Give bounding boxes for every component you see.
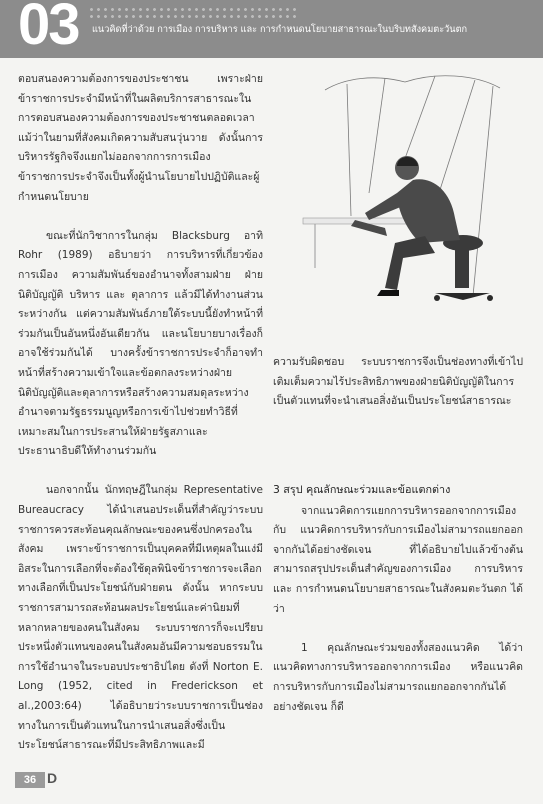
paragraph: ความรับผิดชอบ ระบบราชการจึงเป็นช่องทางที่เข้าไปเติมเต็มความไร้ประสิทธิภาพของฝ่ายนิติบัญญัติในการเป็นตัวแทนที่จะนำเสนอสิ่งอันเป็นประโยชน์สาธารณะ <box>273 356 523 408</box>
paragraph: นอกจากนั้น นักทฤษฎีในกลุ่ม Representative Bureaucracy ได้นำเสนอประเด็นที่สำคัญว่าระบบราชการควรสะท้อนคุณลักษณะของคนซึ่งปกครองในสังคม เพราะข้าราชการเป็นบุคคลที่มีเหตุผลในแง่มีอิสระในการเลือกที่จะต้องใช้ดุลพินิจข้าราชการจะเลือกทางเลือกที่เป็นประโยชน์กับฝ่ายตน ดังนั้น หากระบบราชการสามารถสะท้อนผลประโยชน์และค่านิยมที่หลากหลายของคนในสังคม ระบบราชการก็จะเปรียบประหนึ่งตัวแทนของคนในสังคมอันมีความชอบธรรมในการใช้อำนาจในระบอบประชาธิปไตย ดังที่ Norton E. Long (1952, cited in Frederickson et al.,2003:64) ได้อธิบายว่าระบบราชการเป็นช่องทางในการเป็นตัวแทนในการนำเสนอสิ่งซึ่งเป็นประโยชน์สาธารณะที่มีประสิทธิภาพและมี <box>18 484 263 752</box>
page-number: 36 <box>15 772 45 788</box>
chapter-title: แนวคิดที่ว่าด้วย การเมือง การบริหาร และ การกำหนดนโยบายสาธารณะในบริบทสังคมตะวันตก <box>92 24 468 35</box>
puppet-businessman-illustration <box>285 68 525 336</box>
left-column <box>18 70 263 756</box>
paragraph: ขณะที่นักวิชาการในกลุ่ม Blacksburg อาทิ Rohr (1989) อธิบายว่า การบริหารที่เกี่ยวข้องการเมือง ความสัมพันธ์ของอำนาจทั้งสามฝ่าย ฝ่ายนิติบัญญัติ บริหาร และ ตุลาการ แล้วมีได้ทำงานส่วนระหว่างกัน แต่ความสัมพันธ์ภายใต้ระบบนี้ยังทำหน้าที่ร่วมกันเป็นอันหนึ่งอันเดียวกัน และนโยบายบางเรื่องก็อาจใช้ร่วมกันได้ บางครั้งข้าราชการประจำก็อาจทำหน้าที่สร้างความเข้าใจและข้อตกลงระหว่างฝ่ายนิติบัญญัติและตุลาการหรือสร้างความสมดุลระหว่างอำนาจตามรัฐธรรมนูญหรือการเข้าไปช่วยทำวิธีที่เหมาะสมในการประสานให้ฝ่ายรัฐสภาและประธานาธิบดีให้ทำงานร่วมกัน <box>18 229 263 458</box>
paragraph: จากแนวคิดการแยกการบริหารออกจากการเมือง กับ แนวคิดการบริหารกับการเมืองไม่สามารถแยกออกจากกันได้อย่างชัดเจน ที่ได้อธิบายไปแล้วข้างต้น สามารถสรุปประเด็นสำคัญของการเมือง การบริหาร และ การกำหนดนโยบายสาธารณะในสังคมตะวันตก ได้ว่า <box>273 504 523 615</box>
paragraph: 1 คุณลักษณะร่วมของทั้งสองแนวคิด ได้ว่าแนวคิดทางการบริหารออกจากการเมือง หรือแนวคิดการบริหารกับการเมืองไม่สามารถแยกออกจากกันได้อย่างชัดเจน ก็ดี <box>273 641 523 713</box>
header-dot-pattern <box>88 6 298 20</box>
footer-mark: D <box>47 770 58 786</box>
section-heading: 3 สรุป คุณลักษณะร่วมและข้อแตกต่าง <box>273 483 451 496</box>
right-column-continuation <box>273 353 523 412</box>
paragraph: ตอบสนองความต้องการของประชาชน เพราะฝ่ายข้าราชการประจำมีหน้าที่ในผลิตบริการสาธารณะในการตอบสนองความต้องการของประชาชนตลอดเวลา แม้ว่าในยามที่สังคมเกิดความสับสนวุ่นวาย ดังนั้นการบริหารรัฐกิจจึงแยกไม่ออกจากการการเมือง ข้าราชการประจำจึงเป็นทั้งผู้นำนโยบายไปปฏิบัติและผู้กำหนดนโยบาย <box>18 73 263 203</box>
chapter-header <box>0 0 543 58</box>
chapter-number: 03 <box>18 0 79 57</box>
summary-section <box>273 480 523 717</box>
